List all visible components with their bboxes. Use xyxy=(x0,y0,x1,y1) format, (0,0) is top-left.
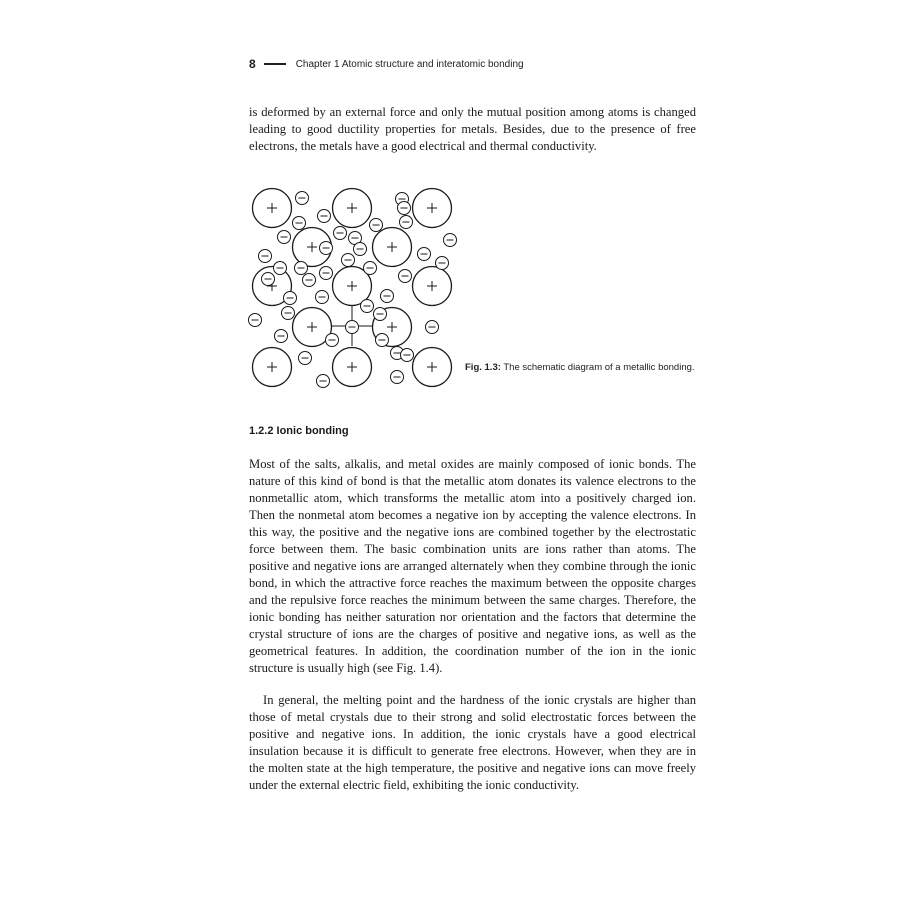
figure-caption-text: The schematic diagram of a metallic bonding. xyxy=(503,362,695,373)
free-electron xyxy=(262,273,275,286)
free-electron xyxy=(334,227,347,240)
free-electron xyxy=(398,202,411,215)
free-electron xyxy=(399,270,412,283)
free-electron xyxy=(275,330,288,343)
free-electron xyxy=(296,192,309,205)
free-electron xyxy=(326,334,339,347)
positive-ion xyxy=(413,189,452,228)
free-electron xyxy=(320,267,333,280)
free-electron xyxy=(320,242,333,255)
free-electron xyxy=(436,257,449,270)
free-electron xyxy=(444,234,457,247)
free-electron xyxy=(401,349,414,362)
free-electron xyxy=(295,262,308,275)
body-paragraph-3: In general, the melting point and the hardness of the ionic crystals are higher than those of metal crystals due to their strong and solid electrostatic forces between the positive and negative ions. In addition, the ionic crystals have a good electrical insulation because it is difficult to generate free electrons. However, when they are in the molten state at the high temperature, the positive and negative ions can move freely under the external electric field, exhibiting the ionic conductivity. xyxy=(249,693,696,792)
positive-ion xyxy=(413,348,452,387)
free-electron xyxy=(317,375,330,388)
free-electron xyxy=(284,292,297,305)
free-electron xyxy=(259,250,272,263)
free-electron xyxy=(249,314,262,327)
free-electron xyxy=(364,262,377,275)
free-electron xyxy=(418,248,431,261)
free-electron xyxy=(274,262,287,275)
body-paragraph-1: is deformed by an external force and only the mutual position among atoms is changed leading to good ductility properties for metals. Besides, due to the presence of free electrons, the metals have a good electrical and thermal conductivity. xyxy=(249,105,696,153)
free-electron xyxy=(391,371,404,384)
free-electron xyxy=(282,307,295,320)
positive-ion xyxy=(333,348,372,387)
free-electron xyxy=(346,321,359,334)
free-electron xyxy=(426,321,439,334)
positive-ion xyxy=(333,189,372,228)
body-paragraph-2: Most of the salts, alkalis, and metal oxides are mainly composed of ionic bonds. The nature of this kind of bond is that the metallic atom donates its valence electrons to the nonmetallic atom, which transforms the metallic atom into a positively charged ion. Then the nonmetal atom becomes a negative ion by accepting the valence electrons. In this way, the positive and the negative ions are combined together by the electrostatic force between them. The basic combination units are ions rather than atoms. The positive and negative ions are arranged alternately when they combine through the ionic bond, in which the attractive force reaches the maximum between the opposite charges and the repulsive force reaches the minimum between the same charges. Therefore, the ionic bonding has neither saturation nor orientation and the factors that determine the crystal structure of ions are the charges of positive and negative ions, as well as the geometrical features. In addition, the coordination number of the ion in the ionic structure is usually high (see Fig. 1.4). xyxy=(249,457,696,675)
section-heading: 1.2.2 Ionic bonding xyxy=(249,425,349,437)
free-electron xyxy=(293,217,306,230)
free-electron xyxy=(376,334,389,347)
chapter-title: Chapter 1 Atomic structure and interatomic bonding xyxy=(295,58,524,70)
free-electron xyxy=(342,254,355,267)
free-electron xyxy=(374,308,387,321)
free-electron xyxy=(361,300,374,313)
free-electron xyxy=(354,243,367,256)
free-electron xyxy=(278,231,291,244)
positive-ion xyxy=(253,189,292,228)
free-electron xyxy=(370,219,383,232)
running-head xyxy=(249,56,524,72)
free-electron xyxy=(303,274,316,287)
figure-label: Fig. 1.3: xyxy=(465,362,501,373)
positive-ion xyxy=(373,228,412,267)
positive-ion xyxy=(253,348,292,387)
metallic-bonding-diagram xyxy=(240,178,462,396)
free-electron xyxy=(400,216,413,229)
free-electron xyxy=(381,290,394,303)
positive-ion xyxy=(413,267,452,306)
page-number: 8 xyxy=(249,57,256,71)
free-electron xyxy=(318,210,331,223)
header-rule xyxy=(264,63,286,65)
figure-caption xyxy=(465,361,695,375)
free-electron xyxy=(316,291,329,304)
free-electron xyxy=(299,352,312,365)
